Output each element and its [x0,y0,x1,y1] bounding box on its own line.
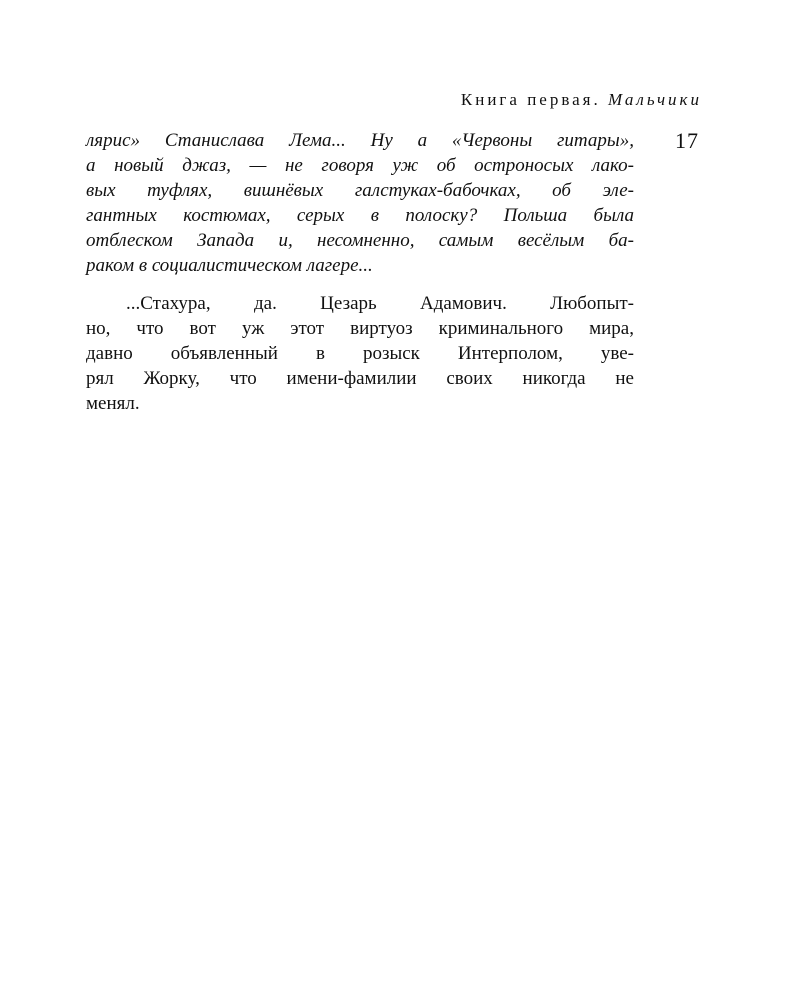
paragraph-regular [86,291,634,416]
text-line: гантных костюмах, серых в полоску? Польша была [86,205,634,226]
page-number: 17 [675,128,699,153]
text-line: отблеском Запада и, несомненно, самым весёлым ба- [86,230,634,251]
paragraph-italic [86,128,634,278]
section-title: Мальчики [608,90,702,109]
text-line: но, что вот уж этот виртуоз криминального мира, [86,318,634,339]
running-head [461,90,702,110]
text-line: рял Жорку, что имени-фамилии своих никогда не [86,368,634,389]
book-title: Книга первая. [460,90,601,109]
text-line: а новый джаз, — не говоря уж об остроносых лако- [86,155,634,176]
text-line: менял. [86,393,140,414]
text-line: лярис» Станислава Лема... Ну а «Червоны гитары», [86,130,634,151]
text-line: раком в социалистическом лагере... [86,255,373,276]
text-line: ...Стахура, да. Цезарь Адамович. Любопыт- [126,293,634,314]
text-line: давно объявленный в розыск Интерполом, уве- [86,343,634,364]
text-line: вых туфлях, вишнёвых галстуках-бабочках, об эле- [86,180,634,201]
